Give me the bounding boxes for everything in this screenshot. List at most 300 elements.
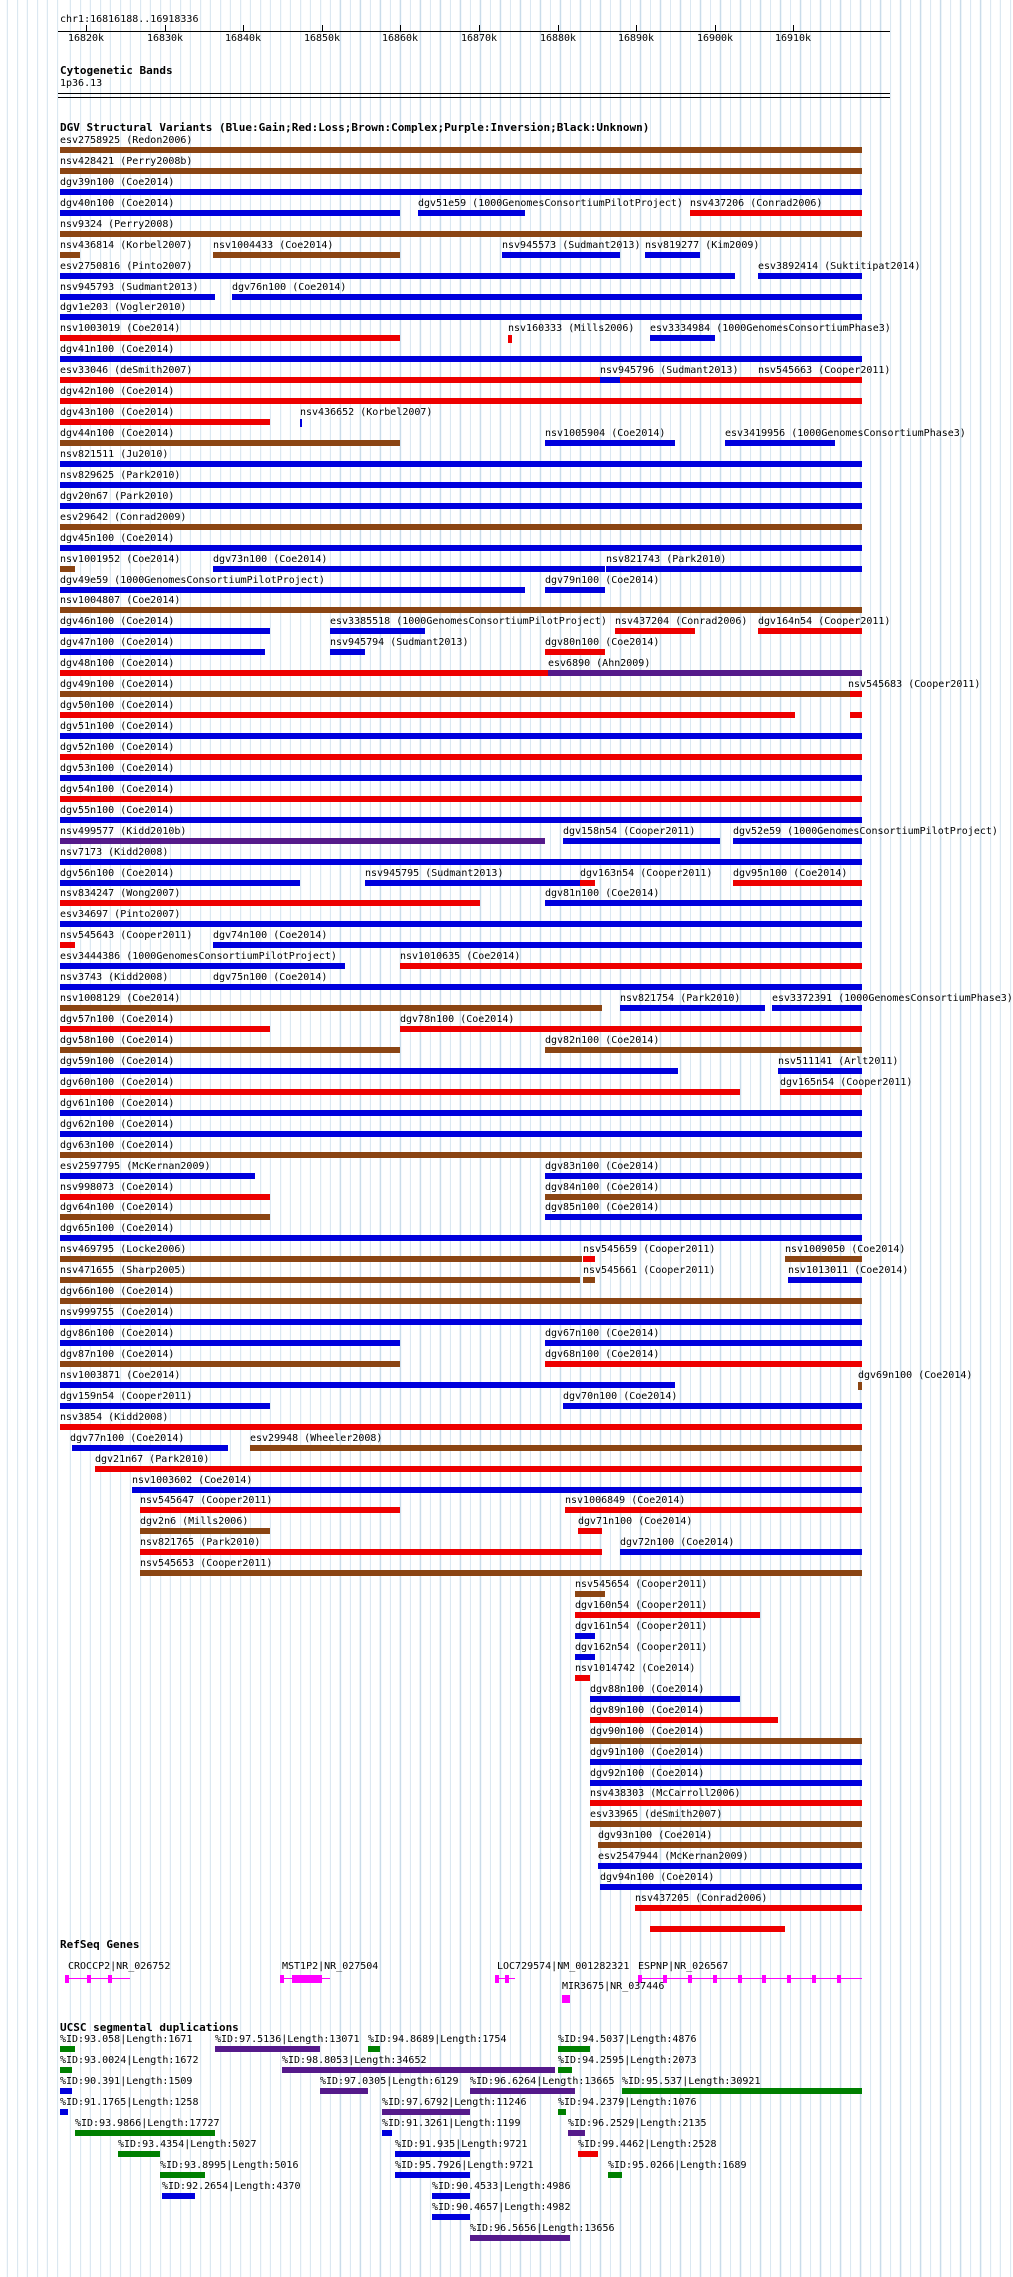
variant-bar[interactable] — [72, 1445, 228, 1451]
segdup-bar[interactable] — [60, 2109, 68, 2115]
variant-label: nsv945793 (Sudmant2013) — [60, 281, 199, 293]
ruler-tick — [793, 25, 794, 31]
gene-label: MIR3675|NR_037446 — [562, 1981, 665, 1992]
gene-label: LOC729574|NM_001282321 — [497, 1961, 630, 1972]
variant-bar[interactable] — [60, 461, 862, 467]
variant-bar[interactable] — [60, 1340, 400, 1346]
variant-bar[interactable] — [545, 1194, 862, 1200]
variant-label: dgv52n100 (Coe2014) — [60, 741, 175, 753]
variant-label: dgv46n100 (Coe2014) — [60, 616, 175, 628]
variant-bar[interactable] — [60, 377, 862, 383]
ruler-tick — [322, 25, 323, 31]
variant-bar[interactable] — [330, 628, 425, 634]
segdup-label: %ID:95.7926|Length:9721 — [395, 2160, 534, 2171]
ruler-tick-label: 16880k — [539, 33, 577, 44]
variant-bar[interactable] — [60, 649, 265, 655]
gene-exon — [505, 1975, 509, 1983]
variant-bar[interactable] — [60, 1403, 270, 1409]
variant-bar[interactable] — [60, 921, 862, 927]
variant-label: nsv160333 (Mills2006) — [508, 323, 635, 335]
variant-label: dgv49e59 (1000GenomesConsortiumPilotProject) — [60, 574, 325, 586]
variant-bar[interactable] — [60, 607, 862, 613]
variant-label: dgv79n100 (Coe2014) — [545, 574, 660, 586]
variant-bar[interactable] — [60, 482, 862, 488]
variant-bar[interactable] — [60, 1047, 400, 1053]
cytoband-line — [58, 93, 890, 94]
variant-bar[interactable] — [590, 1800, 862, 1806]
variant-label: dgv50n100 (Coe2014) — [60, 700, 175, 712]
variant-bar[interactable] — [60, 1089, 740, 1095]
variant-label: nsv545683 (Cooper2011) — [848, 679, 981, 691]
variant-bar[interactable] — [502, 252, 620, 258]
variant-label: nsv436652 (Korbel2007) — [300, 407, 433, 419]
variant-bar[interactable] — [545, 900, 862, 906]
variant-label: nsv1003019 (Coe2014) — [60, 323, 181, 335]
segdup-label: %ID:97.0305|Length:6129 — [320, 2076, 459, 2087]
variant-label: nsv511141 (Arlt2011) — [778, 1055, 899, 1067]
variant-bar[interactable] — [60, 691, 862, 697]
variant-bar[interactable] — [615, 628, 695, 634]
segdup-bar[interactable] — [60, 2067, 72, 2073]
variant-bar[interactable] — [590, 1780, 862, 1786]
variant-bar[interactable] — [60, 1110, 862, 1116]
variant-label: dgv56n100 (Coe2014) — [60, 867, 175, 879]
variant-bar[interactable] — [575, 1612, 760, 1618]
variant-label: dgv42n100 (Coe2014) — [60, 386, 175, 398]
variant-label: nsv471655 (Sharp2005) — [60, 1265, 187, 1277]
variant-bar[interactable] — [690, 210, 862, 216]
segdup-bar[interactable] — [382, 2130, 392, 2136]
variant-label: esv2597795 (McKernan2009) — [60, 1160, 211, 1172]
variant-bar[interactable] — [60, 1214, 270, 1220]
segdup-label: %ID:91.1765|Length:1258 — [60, 2097, 199, 2108]
variant-label: dgv92n100 (Coe2014) — [590, 1767, 705, 1779]
ruler-tick — [400, 25, 401, 31]
variant-bar[interactable] — [575, 1633, 595, 1639]
variant-bar[interactable] — [590, 1696, 740, 1702]
variant-label: nsv545663 (Cooper2011) — [758, 365, 891, 377]
variant-bar[interactable] — [645, 252, 700, 258]
variant-bar[interactable] — [598, 1842, 862, 1848]
variant-bar[interactable] — [788, 1277, 862, 1283]
segdup-bar[interactable] — [75, 2130, 215, 2136]
variant-label: nsv1009050 (Coe2014) — [785, 1244, 906, 1256]
variant-label: nsv545643 (Cooper2011) — [60, 930, 193, 942]
segdup-bar[interactable] — [118, 2151, 160, 2157]
variant-bar[interactable] — [132, 1487, 862, 1493]
variant-label: dgv39n100 (Coe2014) — [60, 176, 175, 188]
variant-label: dgv44n100 (Coe2014) — [60, 428, 175, 440]
variant-bar[interactable] — [575, 1654, 595, 1660]
variant-label: esv2758925 (Redon2006) — [60, 135, 193, 146]
variant-bar[interactable] — [95, 1466, 862, 1472]
ruler-tick — [715, 25, 716, 31]
variant-label: dgv48n100 (Coe2014) — [60, 658, 175, 670]
segdup-label: %ID:90.4657|Length:4982 — [432, 2202, 571, 2213]
variant-bar[interactable] — [545, 1361, 862, 1367]
variant-bar[interactable] — [140, 1570, 862, 1576]
variant-label: dgv57n100 (Coe2014) — [60, 1014, 175, 1026]
variant-label: dgv74n100 (Coe2014) — [213, 930, 328, 942]
variant-bar[interactable] — [598, 1863, 862, 1869]
segdup-bar[interactable] — [470, 2088, 575, 2094]
variant-bar[interactable] — [590, 1738, 862, 1744]
variant-label: dgv165n54 (Cooper2011) — [780, 1076, 913, 1088]
segdup-bar[interactable] — [282, 2067, 555, 2073]
variant-label: dgv61n100 (Coe2014) — [60, 1097, 175, 1109]
segdup-bar[interactable] — [368, 2046, 380, 2052]
variant-bar[interactable] — [60, 1277, 580, 1283]
variant-bar[interactable] — [850, 712, 862, 718]
variant-bar[interactable] — [60, 796, 862, 802]
segdup-bar[interactable] — [320, 2088, 368, 2094]
variant-label: nsv821743 (Park2010) — [606, 553, 727, 565]
variant-bar[interactable] — [60, 335, 400, 341]
variant-bar[interactable] — [758, 377, 862, 383]
variant-label: nsv437205 (Conrad2006) — [635, 1893, 768, 1905]
variant-bar[interactable] — [60, 1194, 270, 1200]
variant-bar[interactable] — [60, 1298, 862, 1304]
variant-bar[interactable] — [580, 880, 595, 886]
segdup-track-title[interactable]: UCSC segmental duplications — [60, 2021, 239, 2034]
ruler-line — [58, 31, 890, 32]
variant-bar[interactable] — [575, 1675, 590, 1681]
variant-bar[interactable] — [60, 1131, 862, 1137]
variant-bar[interactable] — [60, 775, 862, 781]
cytoband-track-title[interactable]: Cytogenetic Bands — [60, 64, 173, 77]
segdup-label: %ID:99.4462|Length:2528 — [578, 2139, 717, 2150]
segdup-label: %ID:93.8995|Length:5016 — [160, 2160, 299, 2171]
variant-bar[interactable] — [60, 1152, 862, 1158]
variant-label: dgv94n100 (Coe2014) — [600, 1872, 715, 1884]
variant-label: dgv83n100 (Coe2014) — [545, 1160, 660, 1172]
segdup-bar[interactable] — [215, 2046, 320, 2052]
variant-label: dgv67n100 (Coe2014) — [545, 1328, 660, 1339]
segdup-label: %ID:90.391|Length:1509 — [60, 2076, 193, 2087]
variant-label: nsv545654 (Cooper2011) — [575, 1579, 708, 1591]
variant-bar[interactable] — [733, 880, 862, 886]
segdup-label: %ID:96.2529|Length:2135 — [568, 2118, 707, 2129]
variant-label: dgv53n100 (Coe2014) — [60, 762, 175, 774]
variant-bar[interactable] — [650, 1926, 785, 1932]
gene-exon — [688, 1975, 692, 1983]
variant-bar[interactable] — [60, 503, 862, 509]
variant-bar[interactable] — [60, 147, 862, 153]
variant-bar[interactable] — [583, 1277, 595, 1283]
segdup-bar[interactable] — [432, 2193, 470, 2199]
variant-bar[interactable] — [300, 419, 302, 427]
variant-bar[interactable] — [590, 1717, 778, 1723]
variant-label: dgv164n54 (Cooper2011) — [758, 616, 891, 628]
variant-bar[interactable] — [213, 942, 862, 948]
variant-label: dgv20n67 (Park2010) — [60, 490, 175, 502]
variant-bar[interactable] — [620, 1549, 862, 1555]
variant-bar[interactable] — [545, 440, 675, 446]
variant-bar[interactable] — [60, 859, 862, 865]
variant-bar[interactable] — [60, 1382, 675, 1388]
segdup-label: %ID:94.5037|Length:4876 — [558, 2034, 697, 2045]
variant-bar[interactable] — [60, 210, 400, 216]
segdup-bar[interactable] — [432, 2214, 470, 2220]
variant-bar[interactable] — [780, 1089, 862, 1095]
gene-exon — [762, 1975, 766, 1983]
variant-label: nsv469795 (Locke2006) — [60, 1244, 187, 1256]
variant-bar[interactable] — [60, 1256, 582, 1262]
variant-bar[interactable] — [400, 1026, 862, 1032]
variant-bar[interactable] — [545, 1047, 862, 1053]
variant-label: nsv499577 (Kidd2010b) — [60, 825, 187, 837]
variant-bar[interactable] — [60, 356, 862, 362]
variant-label: nsv945795 (Sudmant2013) — [365, 867, 504, 879]
variant-bar[interactable] — [758, 628, 862, 634]
variant-bar[interactable] — [400, 963, 862, 969]
segdup-bar[interactable] — [382, 2109, 470, 2115]
variant-bar[interactable] — [60, 168, 862, 174]
variant-bar[interactable] — [60, 440, 400, 446]
variant-bar[interactable] — [563, 1403, 862, 1409]
variant-label: nsv7173 (Kidd2008) — [60, 846, 169, 858]
ruler-tick — [243, 25, 244, 31]
variant-bar[interactable] — [575, 1591, 605, 1597]
variant-bar[interactable] — [60, 880, 300, 886]
segdup-bar[interactable] — [160, 2172, 205, 2178]
variant-label: nsv1004807 (Coe2014) — [60, 595, 181, 607]
variant-bar[interactable] — [548, 670, 862, 676]
variant-bar[interactable] — [545, 1214, 862, 1220]
variant-label: dgv69n100 (Coe2014) — [858, 1369, 973, 1381]
variant-label: nsv1004433 (Coe2014) — [213, 239, 334, 251]
variant-bar[interactable] — [365, 880, 580, 886]
position-label: chr1:16816188..16918336 — [60, 14, 199, 25]
segdup-label: %ID:93.0024|Length:1672 — [60, 2055, 199, 2066]
variant-bar[interactable] — [650, 335, 715, 341]
variant-label: nsv1003871 (Coe2014) — [60, 1369, 181, 1381]
segdup-label: %ID:95.537|Length:30921 — [622, 2076, 761, 2087]
ruler-tick-label: 16830k — [146, 33, 184, 44]
variant-label: dgv162n54 (Cooper2011) — [575, 1641, 708, 1653]
variant-bar[interactable] — [590, 1759, 862, 1765]
variant-bar[interactable] — [60, 294, 215, 300]
variant-bar[interactable] — [60, 314, 862, 320]
variant-label: esv29948 (Wheeler2008) — [250, 1432, 383, 1444]
variant-bar[interactable] — [60, 754, 862, 760]
variant-bar[interactable] — [60, 838, 545, 844]
variant-bar[interactable] — [60, 712, 795, 718]
variant-bar[interactable] — [545, 1173, 862, 1179]
variant-label: dgv160n54 (Cooper2011) — [575, 1600, 708, 1612]
variant-bar[interactable] — [418, 210, 525, 216]
variant-label: dgv55n100 (Coe2014) — [60, 804, 175, 816]
segdup-bar[interactable] — [558, 2046, 590, 2052]
variant-label: esv6890 (Ahn2009) — [548, 658, 651, 670]
variant-bar[interactable] — [60, 1173, 255, 1179]
segdup-bar[interactable] — [608, 2172, 622, 2178]
gene-label: CROCCP2|NR_026752 — [68, 1961, 171, 1972]
variant-bar[interactable] — [60, 1361, 400, 1367]
variant-bar[interactable] — [733, 838, 862, 844]
variant-label: dgv40n100 (Coe2014) — [60, 197, 175, 209]
variant-bar[interactable] — [60, 963, 345, 969]
variant-label: nsv1010635 (Coe2014) — [400, 951, 521, 963]
variant-bar[interactable] — [778, 1068, 862, 1074]
segdup-bar[interactable] — [578, 2151, 598, 2157]
variant-label: nsv821765 (Park2010) — [140, 1537, 261, 1549]
segdup-bar[interactable] — [558, 2067, 572, 2073]
variant-bar[interactable] — [606, 566, 862, 572]
segdup-bar[interactable] — [568, 2130, 585, 2136]
variant-bar[interactable] — [545, 1340, 862, 1346]
gene-exon — [787, 1975, 791, 1983]
segdup-bar[interactable] — [60, 2046, 75, 2052]
variant-bar[interactable] — [140, 1549, 602, 1555]
variant-bar[interactable] — [60, 252, 80, 258]
variant-bar[interactable] — [60, 1005, 602, 1011]
variant-bar[interactable] — [60, 984, 215, 990]
segdup-label: %ID:92.2654|Length:4370 — [162, 2181, 301, 2192]
gene-exon — [738, 1975, 742, 1983]
variant-label: dgv58n100 (Coe2014) — [60, 1034, 175, 1046]
variant-label: nsv1013011 (Coe2014) — [788, 1265, 909, 1277]
variant-bar[interactable] — [578, 1528, 602, 1534]
gene-exon — [837, 1975, 841, 1983]
variant-bar[interactable] — [508, 335, 512, 343]
variant-bar[interactable] — [60, 733, 862, 739]
variant-bar[interactable] — [60, 1319, 862, 1325]
segdup-label: %ID:91.3261|Length:1199 — [382, 2118, 521, 2129]
segdup-bar[interactable] — [622, 2088, 862, 2094]
variant-bar[interactable] — [60, 942, 75, 948]
gene-line[interactable] — [65, 1978, 130, 1979]
variant-label: dgv71n100 (Coe2014) — [578, 1516, 693, 1528]
variant-label: esv3334984 (1000GenomesConsortiumPhase3) — [650, 323, 891, 335]
variant-bar[interactable] — [758, 273, 862, 279]
variant-bar[interactable] — [250, 1445, 862, 1451]
variant-bar[interactable] — [60, 524, 862, 530]
variant-bar[interactable] — [60, 587, 525, 593]
variant-label: nsv436814 (Korbel2007) — [60, 239, 193, 251]
variant-label: esv3419956 (1000GenomesConsortiumPhase3) — [725, 428, 966, 440]
segdup-label: %ID:93.058|Length:1671 — [60, 2034, 193, 2045]
variant-bar[interactable] — [565, 1507, 862, 1513]
cytoband-line-2 — [58, 97, 890, 98]
variant-bar[interactable] — [772, 1005, 862, 1011]
variant-bar[interactable] — [850, 691, 862, 697]
variant-label: esv2750816 (Pinto2007) — [60, 260, 193, 272]
variant-bar[interactable] — [600, 377, 620, 383]
variant-bar[interactable] — [60, 419, 270, 425]
variant-bar[interactable] — [635, 1905, 862, 1911]
variant-label: nsv9324 (Perry2008) — [60, 218, 175, 230]
ruler-tick — [558, 25, 559, 31]
variant-bar[interactable] — [60, 398, 862, 404]
variant-bar[interactable] — [725, 440, 835, 446]
variant-bar[interactable] — [858, 1382, 862, 1390]
variant-bar[interactable] — [60, 1235, 862, 1241]
variant-label: dgv163n54 (Cooper2011) — [580, 867, 713, 879]
variant-label: dgv78n100 (Coe2014) — [400, 1014, 515, 1026]
variant-bar[interactable] — [60, 628, 270, 634]
variant-bar[interactable] — [600, 1884, 862, 1890]
ruler-tick-label: 16890k — [617, 33, 655, 44]
variant-bar[interactable] — [60, 900, 480, 906]
segdup-bar[interactable] — [558, 2109, 566, 2115]
variant-label: dgv68n100 (Coe2014) — [545, 1348, 660, 1360]
variant-label: dgv88n100 (Coe2014) — [590, 1683, 705, 1695]
variant-bar[interactable] — [140, 1507, 400, 1513]
segdup-bar[interactable] — [470, 2235, 570, 2241]
variant-label: esv29642 (Conrad2009) — [60, 511, 187, 523]
gene-exon — [280, 1975, 284, 1983]
ruler-tick-label: 16870k — [460, 33, 498, 44]
variant-label: dgv95n100 (Coe2014) — [733, 867, 848, 879]
variant-label: dgv43n100 (Coe2014) — [60, 407, 175, 419]
variant-bar[interactable] — [785, 1256, 862, 1262]
variant-bar[interactable] — [60, 273, 735, 279]
refseq-track-title[interactable]: RefSeq Genes — [60, 1938, 140, 1951]
variant-label: dgv161n54 (Cooper2011) — [575, 1621, 708, 1633]
variant-bar[interactable] — [60, 189, 862, 195]
variant-bar[interactable] — [620, 1005, 765, 1011]
segdup-bar[interactable] — [162, 2193, 195, 2199]
dgv-track-title[interactable]: DGV Structural Variants (Blue:Gain;Red:Loss;Brown:Complex;Purple:Inversion;Black:Unknown) — [60, 121, 650, 134]
variant-label: dgv87n100 (Coe2014) — [60, 1348, 175, 1360]
variant-label: nsv545647 (Cooper2011) — [140, 1495, 273, 1507]
variant-label: dgv1e203 (Vogler2010) — [60, 302, 187, 314]
ruler-tick — [86, 25, 87, 31]
variant-bar[interactable] — [563, 838, 720, 844]
variant-label: esv33046 (deSmith2007) — [60, 365, 193, 377]
gene-line[interactable] — [638, 1978, 862, 1979]
variant-bar[interactable] — [140, 1528, 270, 1534]
variant-bar[interactable] — [213, 984, 862, 990]
variant-bar[interactable] — [583, 1256, 595, 1262]
variant-bar[interactable] — [60, 545, 862, 551]
variant-bar[interactable] — [60, 231, 862, 237]
segdup-bar[interactable] — [60, 2088, 72, 2094]
variant-label: nsv1001952 (Coe2014) — [60, 553, 181, 565]
variant-bar[interactable] — [330, 649, 365, 655]
ruler-tick-label: 16900k — [696, 33, 734, 44]
variant-bar[interactable] — [590, 1821, 862, 1827]
variant-bar[interactable] — [545, 587, 605, 593]
segdup-bar[interactable] — [395, 2151, 470, 2157]
variant-label: nsv829625 (Park2010) — [60, 469, 181, 481]
variant-label: dgv81n100 (Coe2014) — [545, 888, 660, 900]
ruler-tick-label: 16840k — [224, 33, 262, 44]
variant-label: dgv91n100 (Coe2014) — [590, 1746, 705, 1758]
variant-bar[interactable] — [60, 1424, 862, 1430]
variant-bar[interactable] — [60, 1068, 678, 1074]
variant-bar[interactable] — [213, 252, 400, 258]
variant-label: esv33965 (deSmith2007) — [590, 1809, 723, 1821]
gene-exon — [108, 1975, 112, 1983]
ruler-tick — [165, 25, 166, 31]
variant-bar[interactable] — [60, 817, 862, 823]
variant-bar[interactable] — [545, 649, 605, 655]
variant-label: esv2547944 (McKernan2009) — [598, 1851, 749, 1863]
variant-label: dgv47n100 (Coe2014) — [60, 637, 175, 649]
variant-bar[interactable] — [213, 566, 605, 572]
gene-exon — [65, 1975, 69, 1983]
variant-label: esv3892414 (Suktitipat2014) — [758, 260, 921, 272]
segdup-bar[interactable] — [395, 2172, 470, 2178]
variant-bar[interactable] — [60, 1026, 270, 1032]
variant-bar[interactable] — [232, 294, 862, 300]
variant-bar[interactable] — [60, 566, 75, 572]
segdup-label: %ID:94.2379|Length:1076 — [558, 2097, 697, 2108]
variant-label: dgv21n67 (Park2010) — [95, 1453, 210, 1465]
gene-label: ESPNP|NR_026567 — [638, 1961, 729, 1972]
